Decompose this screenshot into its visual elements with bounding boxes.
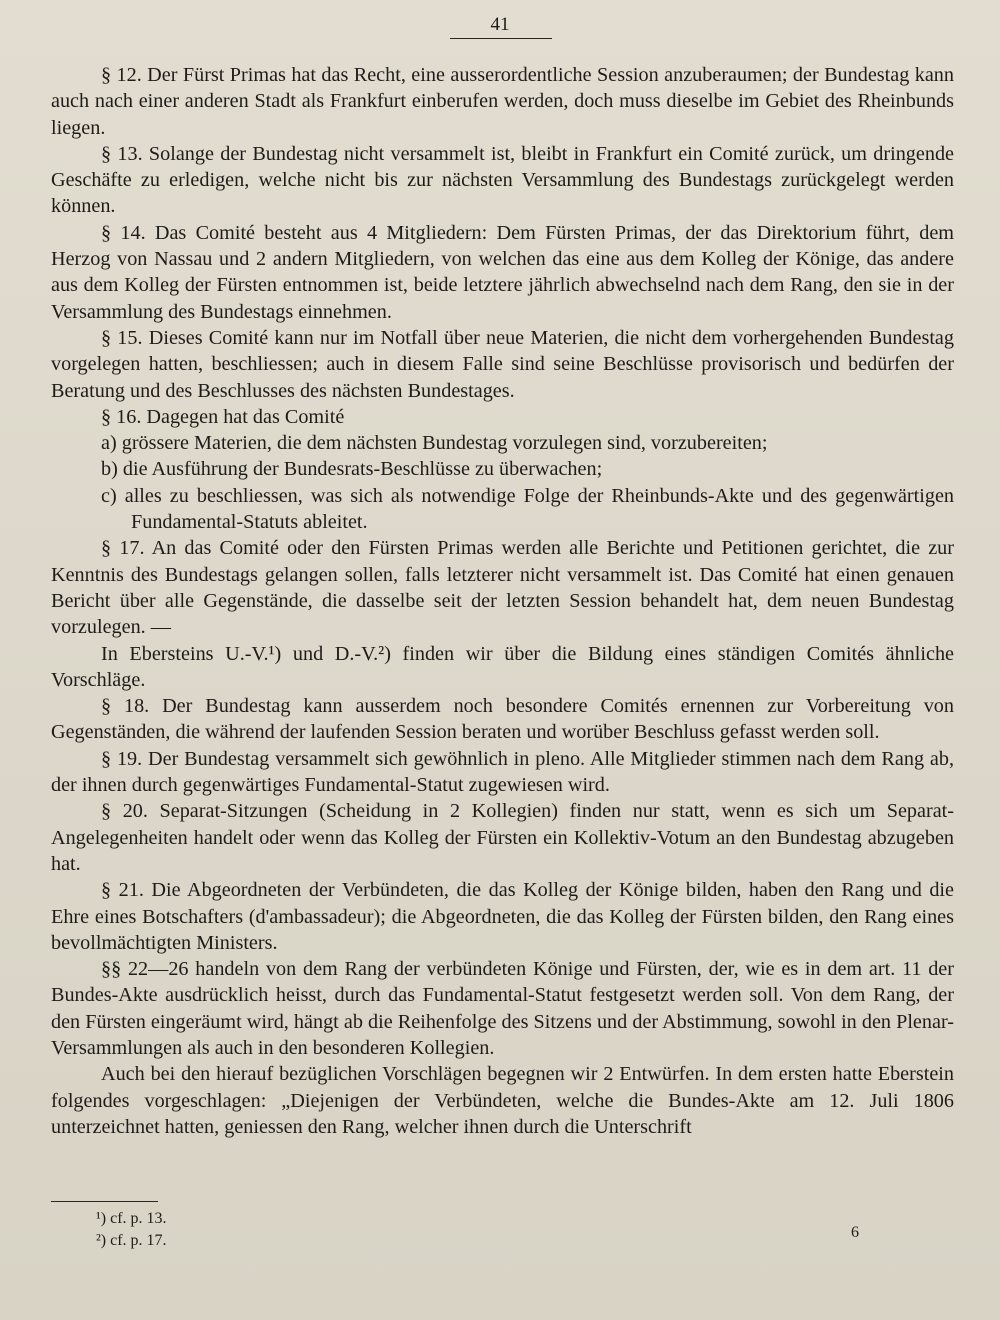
paragraph-13: § 13. Solange der Bundestag nicht versammelt ist, bleibt in Frankfurt ein Comité zurück, um dringende Geschäfte zu erledigen, welche nicht bis zur nächsten Versammlung des Bundestags zurückgelegt werden können. — [51, 142, 954, 218]
paragraph-21: § 21. Die Abgeordneten der Verbündeten, die das Kolleg der Könige bilden, haben den Rang und die Ehre eines Botschafters (d'ambassadeur); die Abgeordneten, die das Kolleg der Fürsten bilden, den Rang eines bevollmächtigten Ministers. — [51, 879, 954, 954]
paragraph-19: § 19. Der Bundestag versammelt sich gewöhnlich in pleno. Alle Mitglieder stimmen nach dem Rang ab, der ihnen durch gegenwärtiges Fundamental-Statut zugewiesen wird. — [51, 747, 954, 797]
list-item-a: a) grössere Materien, die dem nächsten Bundestag vorzulegen sind, vorzubereiten; — [101, 432, 768, 455]
paragraph-22-26: §§ 22—26 handeln von dem Rang der verbündeten Könige und Fürsten, der, wie es in dem art. 11 der Bundes-Akte ausdrücklich heisst, durch das Fundamental-Statut festgesetzt werden soll. Von dem Rang, der den Fürsten eingeräumt wird, hängt ab die Reihenfolge des Sitzens und der Abstimmung, sowohl in den Plenar-Versammlungen als auch in den besonderen Kollegien. — [51, 958, 954, 1059]
header-rule — [450, 38, 552, 39]
paragraph-17: § 17. An das Comité oder den Fürsten Primas werden alle Berichte und Petitionen gerichtet, die zur Kenntnis des Bundestags gelangen sollen, falls letzterer nicht versammelt ist. Das Comité hat einen genauen Bericht über alle Gegenstände, die dasselbe seit der letzten Session behandelt hat, dem neuen Bundestag vorzulegen. — — [51, 537, 954, 639]
body-text — [51, 62, 954, 1140]
page-number: 41 — [490, 14, 510, 35]
footnotes — [96, 1208, 167, 1252]
paragraph-eberstein-proposal: Auch bei den hierauf bezüglichen Vorschlägen begegnen wir 2 Entwürfen. In dem ersten hatte Eberstein folgendes vorgeschlagen: „Diejenigen der Verbündeten, welche die Bundes-Akte am 12. Juli 1806 unterzeichnet hatten, geniessen den Rang, welcher ihnen durch die Unterschrift — [51, 1063, 954, 1138]
footnote-1: ¹) cf. p. 13. — [96, 1210, 167, 1227]
printer-signature-mark: 6 — [851, 1224, 859, 1241]
list-item-c: c) alles zu beschliessen, was sich als notwendige Folge der Rheinbunds-Akte und des gegenwärtigen Fundamental-Statuts ableitet. — [101, 484, 954, 534]
footnote-2: ²) cf. p. 17. — [96, 1232, 167, 1249]
footnote-rule — [51, 1201, 158, 1202]
paragraph-14: § 14. Das Comité besteht aus 4 Mitgliedern: Dem Fürsten Primas, der das Direktorium führt, dem Herzog von Nassau und 2 andern Mitgliedern, von welchen das eine aus dem Kolleg der Könige, das andere aus dem Kolleg der Fürsten entnommen ist, beide letztere jährlich abwechselnd nach dem Rang, den sie in der Versammlung des Bundestags einnehmen. — [51, 221, 954, 323]
list-item-b: b) die Ausführung der Bundesrats-Beschlüsse zu überwachen; — [101, 458, 603, 481]
paragraph-15: § 15. Dieses Comité kann nur im Notfall über neue Materien, die nicht dem vorhergehenden Bundestag vorgelegen hatten, beschliessen; auch in diesem Falle sind seine Beschlüsse provisorisch und bedürfen der Beratung und des Beschlusses des nächsten Bundestages. — [51, 326, 954, 402]
paragraph-20: § 20. Separat-Sitzungen (Scheidung in 2 Kollegien) finden nur statt, wenn es sich um Separat-Angelegenheiten handelt oder wenn das Kolleg der Fürsten ein Kollektiv-Votum an den Bundestag abzugeben hat. — [51, 800, 954, 875]
paragraph-18: § 18. Der Bundestag kann ausserdem noch besondere Comités ernennen zur Vorbereitung von Gegenständen, die während der laufenden Session beraten und worüber Beschluss gefasst werden soll. — [51, 695, 954, 744]
paragraph-12: § 12. Der Fürst Primas hat das Recht, eine ausserordentliche Session anzuberaumen; der Bundestag kann auch nach einer anderen Stadt als Frankfurt einberufen werden, doch muss dieselbe im Gebiet des Rheinbunds liegen. — [51, 64, 954, 139]
paragraph-eberstein-note: In Ebersteins U.-V.¹) und D.-V.²) finden wir über die Bildung eines ständigen Comités ähnliche Vorschläge. — [51, 642, 954, 691]
paragraph-16: § 16. Dagegen hat das Comité — [101, 405, 345, 428]
